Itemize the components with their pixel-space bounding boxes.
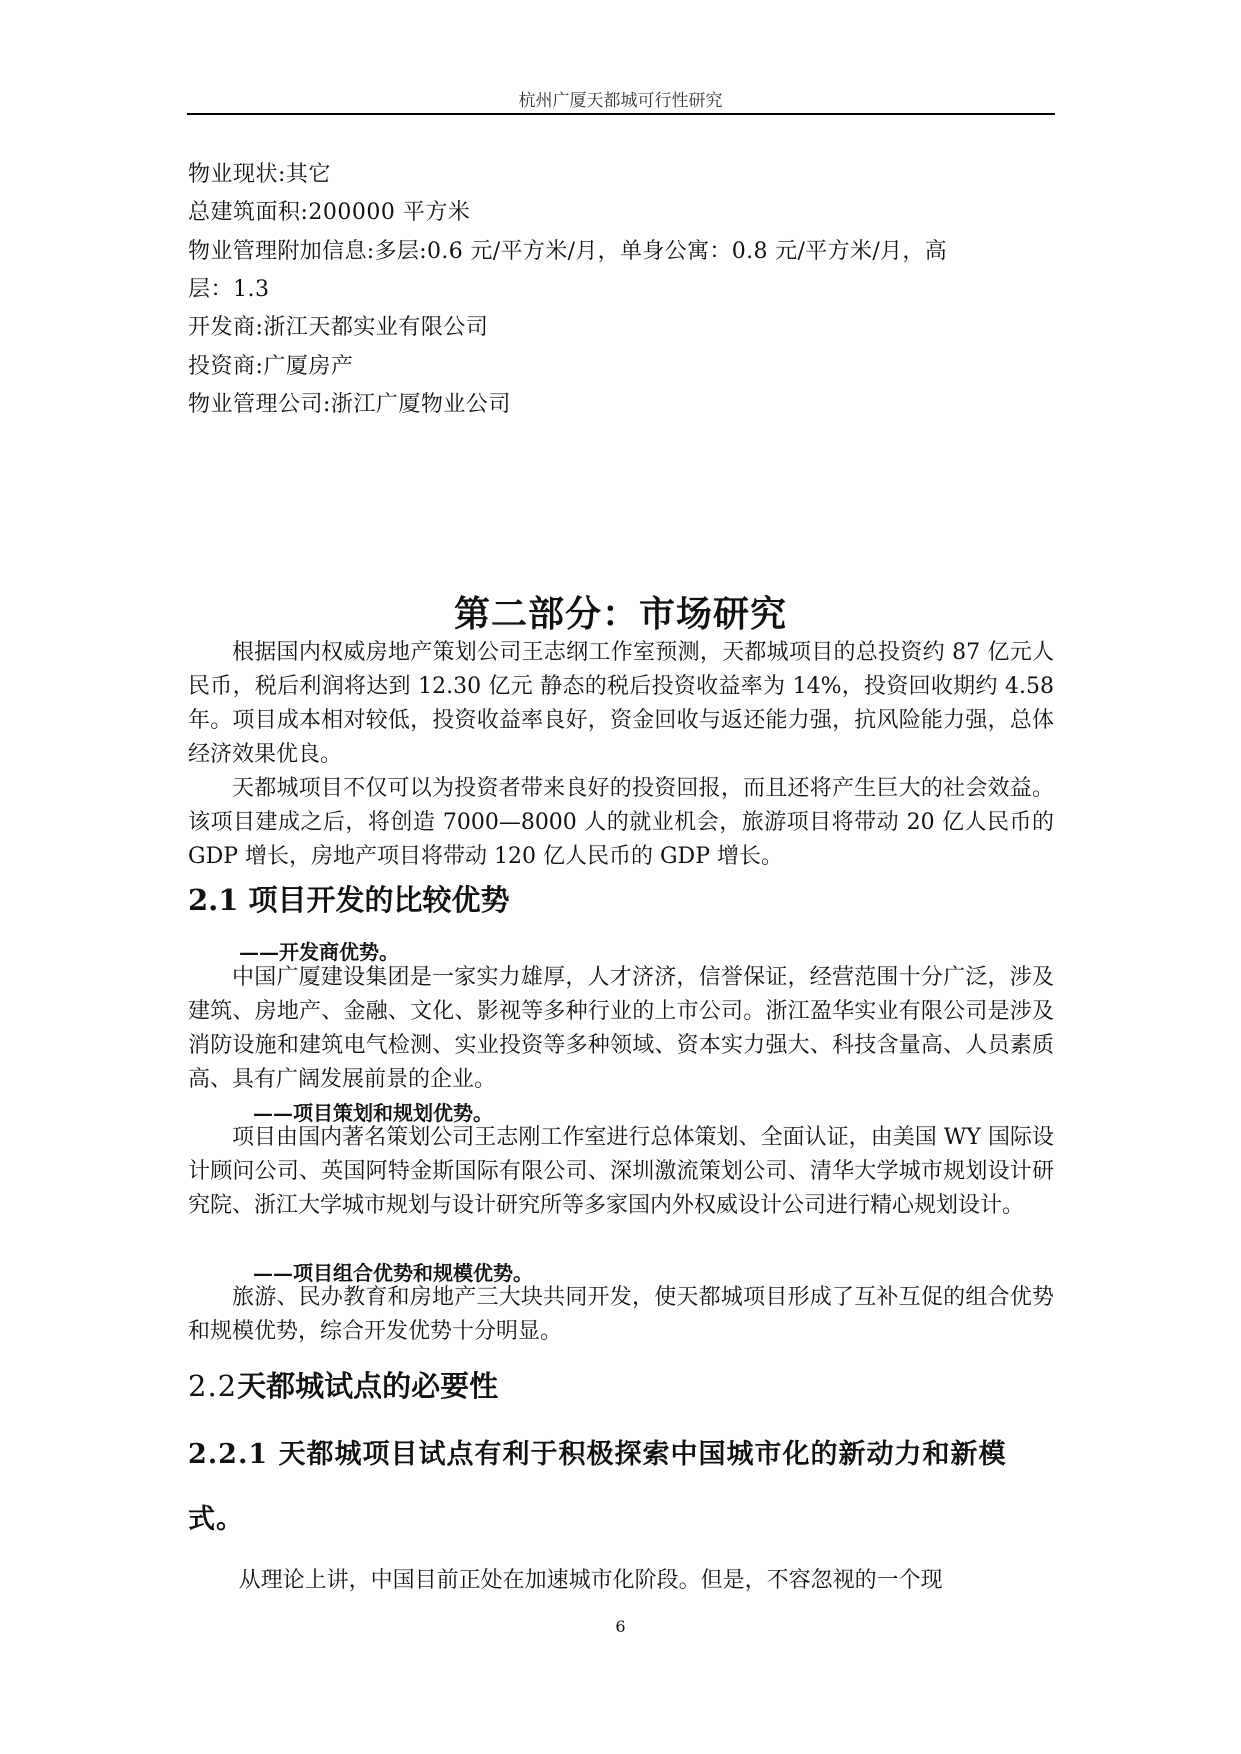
property-status: 物业现状:其它 [188, 162, 331, 187]
section-2-2-1-paragraph: 从理论上讲，中国目前正处在加速城市化阶段。但是，不容忽视的一个现 [238, 1568, 943, 1593]
section-2-2-1-heading-line1: 2.2.1 天都城项目试点有利于积极探索中国城市化的新动力和新模 [188, 1439, 1007, 1470]
investor: 投资商:广厦房产 [188, 354, 354, 379]
developer: 开发商:浙江天都实业有限公司 [188, 315, 489, 340]
section-2-2-1-heading-line2: 式。 [188, 1504, 244, 1535]
section-2-1-paragraph-3: 旅游、民办教育和房地产三大块共同开发，使天都城项目形成了互补互促的组合优势和规模优势，综合开发优势十分明显。 [188, 1285, 1054, 1344]
part-title: 第二部分：市场研究 [453, 593, 787, 635]
mgmt-fee-line1: 物业管理附加信息:多层:0.6 元/平方米/月，单身公寓：0.8 元/平方米/月，高 [188, 239, 948, 264]
page-number: 6 [615, 1617, 626, 1636]
section-2-2-title: 天都城试点的必要性 [237, 1369, 499, 1403]
header-rule [187, 113, 1055, 115]
mgmt-fee-line2: 层：1.3 [188, 277, 270, 302]
section-2-1-paragraph-1: 中国广厦建设集团是一家实力雄厚，人才济济，信誉保证，经营范围十分广泛，涉及建筑、房地产、金融、文化、影视等多种行业的上市公司。浙江盈华实业有限公司是涉及消防设施和建筑电气检测、实业投资等多种领域、资本实力强大、科技含量高、人员素质高、具有广阔发展前景的企业。 [188, 965, 1054, 1092]
section-2-1-paragraph-2: 项目由国内著名策划公司王志刚工作室进行总体策划、全面认证，由美国 WY 国际设计顾问公司、英国阿特金斯国际有限公司、深圳激流策划公司、清华大学城市规划设计研究院、浙江大学城市规划与设计研究所等多家国内外权威设计公司进行精心规划设计。 [188, 1125, 1054, 1218]
mgmt-company: 物业管理公司:浙江广厦物业公司 [188, 392, 511, 417]
property-area: 总建筑面积:200000 平方米 [188, 200, 471, 225]
subheading-developer-advantage: ——开发商优势。 [239, 940, 399, 964]
part2-paragraph-2: 天都城项目不仅可以为投资者带来良好的投资回报，而且还将产生巨大的社会效益。该项目建成之后，将创造 7000—8000 人的就业机会，旅游项目将带动 20 亿人民币的 GDP 增长，房地产项目将带动 120 亿人民币的 GDP 增长。 [188, 776, 1054, 869]
subheading-planning-advantage: ——项目策划和规划优势。 [253, 1101, 493, 1125]
part2-paragraph-1: 根据国内权威房地产策划公司王志纲工作室预测，天都城项目的总投资约 87 亿元人民币，税后利润将达到 12.30 亿元 静态的税后投资收益率为 14%，投资回收期约 4.58 年。项目成本相对较低，投资收益率良好，资金回收与返还能力强，抗风险能力强，总体经济效果优良。 [188, 640, 1054, 767]
running-header: 杭州广厦天都城可行性研究 [518, 91, 723, 111]
section-2-2-heading [188, 1364, 498, 1405]
subheading-scale-advantage: ——项目组合优势和规模优势。 [253, 1261, 533, 1285]
section-2-1-heading: 2.1 项目开发的比较优势 [188, 883, 510, 917]
section-2-2-number: 2.2 [188, 1369, 238, 1403]
